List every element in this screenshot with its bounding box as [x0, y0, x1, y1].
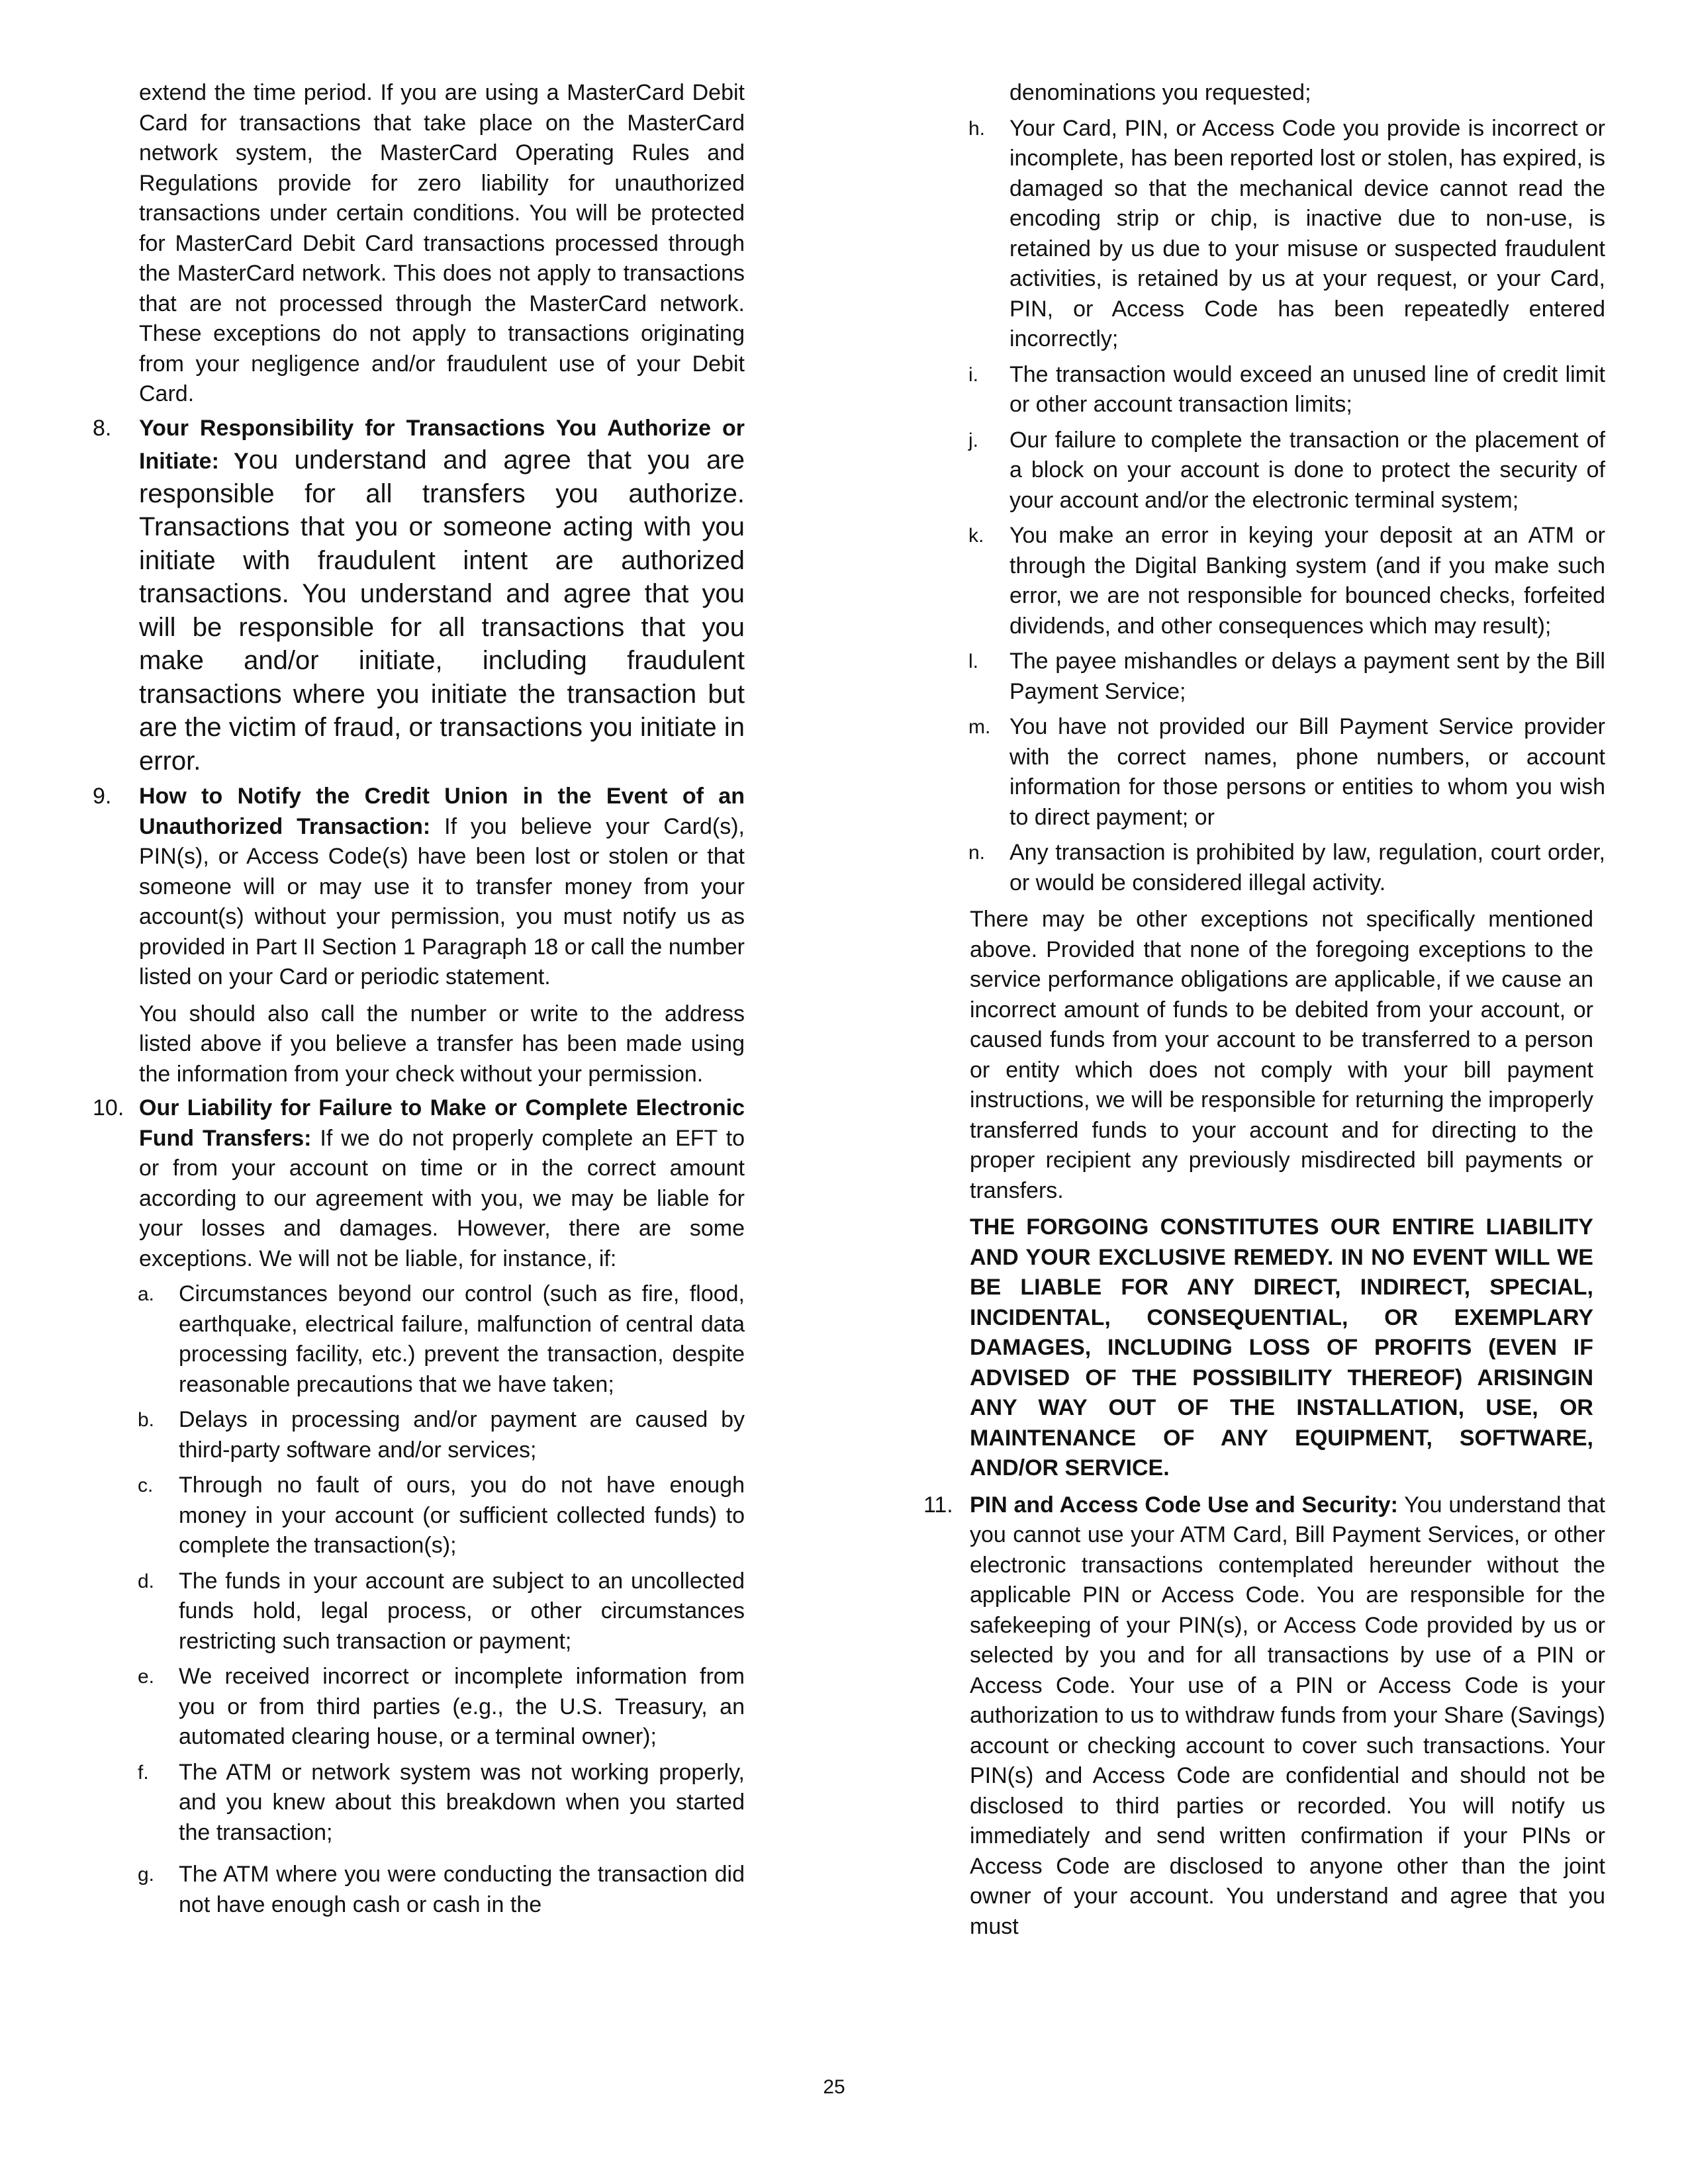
item-text: Delays in processing and/or payment are caused by third-party software and/or services; — [179, 1407, 745, 1463]
item-body: ou understand and agree that you are responsible for all transfers you authorize. Transactions that you or someone acting with you initiate with fraudulent intent are authorized transactions. You understand and agree that you will be responsible for all transactions that you make and/or initiate, including fraudulent transactions where you initiate the transaction but are the victim of fraud, or transactions you initiate in error. — [139, 445, 745, 776]
item-heading: PIN and Access Code Use and Security: — [970, 1492, 1399, 1518]
exception-item-d — [93, 1567, 745, 1657]
exception-item-f — [93, 1758, 745, 1848]
exception-item-j — [923, 426, 1605, 516]
item-text: Your Card, PIN, or Access Code you provide is incorrect or incomplete, has been reported lost or stolen, has expired, is damaged so that the mechanical device cannot read the encoding strip or chip, is inactive due to non-use, is retained by us due to your misuse or suspected fraudulent activities, is retained by us at your request, or your Card, PIN, or Access Code has been repeatedly entered incorrectly; — [1009, 115, 1605, 351]
item-letter: n. — [968, 842, 986, 864]
item-number: 8. — [93, 415, 112, 441]
item-text: Circumstances beyond our control (such as fire, flood, earthquake, electrical failure, malfunction of central data processing facility, etc.) prevent the transaction, despite reasonable precautions that we have taken; — [179, 1281, 745, 1397]
item-text: Through no fault of ours, you do not have enough money in your account (or sufficient collected funds) to complete the transaction(s); — [179, 1473, 745, 1558]
item-heading: How to Notify the Credit Union in the Event of an Unauthorized Transaction: — [139, 784, 745, 839]
page-number: 25 — [823, 2076, 845, 2098]
exception-item-k — [923, 521, 1605, 641]
item-text: Our failure to complete the transaction or the placement of a block on your account is done to protect the security of your account and/or the electronic terminal system; — [1009, 427, 1605, 513]
exception-item-g — [93, 1860, 745, 1920]
item-letter: i. — [968, 363, 978, 386]
continued-paragraph: extend the time period. If you are using a MasterCard Debit Card for transactions that take place on the MasterCard network system, the MasterCard Operating Rules and Regulations provide for zero liability for unauthorized transactions under certain conditions. You will be protected for MasterCard Debit Card transactions processed through the MasterCard network. This does not apply to transactions that are not processed through the MasterCard network. These exceptions do not apply to transactions originating from your negligence and/or fraudulent use of your Debit Card. — [139, 80, 745, 406]
item-text: Any transaction is prohibited by law, regulation, court order, or would be considered illegal activity. — [1009, 840, 1605, 895]
exception-item-i — [923, 360, 1605, 420]
item-letter: d. — [138, 1570, 155, 1592]
liability-disclaimer: THE FORGOING CONSTITUTES OUR ENTIRE LIABILITY AND YOUR EXCLUSIVE REMEDY. IN NO EVENT WILL WE BE LIABLE FOR ANY DIRECT, INDIRECT, SPECIAL, INCIDENTAL, CONSEQUENTIAL, OR EXEMPLARY DAMAGES, INCLUDING LOSS OF PROFITS (EVEN IF ADVISED OF THE POSSIBILITY THEREOF) ARISINGIN ANY WAY OUT OF THE INSTALLATION, USE, OR MAINTENANCE OF ANY EQUIPMENT, SOFTWARE, AND/OR SERVICE. — [970, 1214, 1593, 1480]
item-letter: h. — [968, 117, 986, 140]
continued-item-text: denominations you requested; — [1009, 80, 1311, 105]
exception-item-m — [923, 712, 1605, 833]
item-number: 11. — [923, 1492, 953, 1518]
item-text: The payee mishandles or delays a payment sent by the Bill Payment Service; — [1009, 649, 1605, 704]
exception-item-b — [93, 1405, 745, 1465]
exception-item-n — [923, 838, 1605, 898]
item-number: 10. — [93, 1095, 124, 1120]
item-9-paragraph-2: You should also call the number or write to the address listed above if you believe a transfer has been made using the information from your check without your permission. — [139, 1001, 745, 1087]
item-letter: l. — [968, 651, 978, 672]
item-letter: g. — [138, 1864, 155, 1886]
item-number: 9. — [93, 784, 112, 809]
other-exceptions-paragraph: There may be other exceptions not specifically mentioned above. Provided that none of the foregoing exceptions to the service performance obligations are applicable, if we cause an incorrect amount of funds to be debited from your account, or caused funds from your account to be transferred to a person or entity which does not comply with your bill payment instructions, we will be responsible for returning the improperly transferred funds to your account and for directing to the proper recipient any previously misdirected bill payments or transfers. — [970, 907, 1593, 1203]
item-heading: Your Responsibility for Transactions You Authorize or Initiate: Y — [139, 415, 745, 474]
exception-item-h — [923, 114, 1605, 355]
section-item-8 — [93, 414, 745, 778]
right-column — [923, 78, 1605, 1942]
item-body: If we do not properly complete an EFT to or from your account on time or in the correct amount according to our agreement with you, we may be liable for your losses and damages. However, there are some exceptions. We will not be liable, for instance, if: — [139, 1125, 745, 1271]
exception-item-l — [923, 647, 1605, 707]
item-letter: e. — [138, 1666, 155, 1688]
item-letter: c. — [138, 1475, 154, 1496]
item-text: The ATM where you were conducting the transaction did not have enough cash or cash in the — [179, 1862, 745, 1917]
section-item-9 — [93, 782, 745, 993]
item-letter: k. — [968, 525, 984, 547]
item-text: You make an error in keying your deposit at an ATM or through the Digital Banking system (and if you make such error, we are not responsible for bounced checks, forfeited dividends, and other consequences which may result); — [1009, 523, 1605, 639]
item-letter: a. — [138, 1283, 155, 1305]
item-text: The transaction would exceed an unused line of credit limit or other account transaction limits; — [1009, 361, 1605, 417]
left-column — [93, 78, 745, 1920]
item-body: You understand that you cannot use your ATM Card, Bill Payment Services, or other electronic transactions contemplated hereunder without the applicable PIN or Access Code. You are responsible for the safekeeping of your PIN(s), or Access Code provided by us or selected by you and for all transactions by use of a PIN or Access Code. Your use of a PIN or Access Code is your authorization to us to withdraw funds from your Share (Savings) account or checking account to cover such transactions. Your PIN(s) and Access Code are confidential and should not be disclosed to third parties or recorded. You will notify us immediately and send written confirmation if your PINs or Access Code are disclosed to anyone other than the joint owner of your account. You understand and agree that you must — [970, 1492, 1605, 1939]
item-letter: f. — [138, 1761, 149, 1784]
exception-item-a — [93, 1279, 745, 1400]
item-text: The funds in your account are subject to an uncollected funds hold, legal process, or other circumstances restricting such transaction or payment; — [179, 1568, 745, 1654]
section-item-10 — [93, 1093, 745, 1274]
item-text: We received incorrect or incomplete information from you or from third parties (e.g., the U.S. Treasury, an automated clearing house, or a terminal owner); — [179, 1664, 745, 1749]
item-text: The ATM or network system was not working properly, and you knew about this breakdown when you started the transaction; — [179, 1759, 745, 1845]
item-heading: Our Liability for Failure to Make or Complete Electronic Fund Transfers: — [139, 1095, 745, 1151]
exception-item-c — [93, 1471, 745, 1561]
section-item-11 — [923, 1490, 1605, 1942]
item-letter: m. — [968, 716, 991, 738]
item-text: You have not provided our Bill Payment Service provider with the correct names, phone numbers, or account information for those persons or entities to whom you wish to direct payment; or — [1009, 714, 1605, 830]
item-body: If you believe your Card(s), PIN(s), or Access Code(s) have been lost or stolen or that someone will or may use it to transfer money from your account(s) without your permission, you must notify us as provided in Part II Section 1 Paragraph 18 or call the number listed on your Card or periodic statement. — [139, 813, 745, 989]
item-letter: j. — [968, 429, 978, 451]
exception-item-e — [93, 1662, 745, 1752]
item-letter: b. — [138, 1409, 155, 1431]
